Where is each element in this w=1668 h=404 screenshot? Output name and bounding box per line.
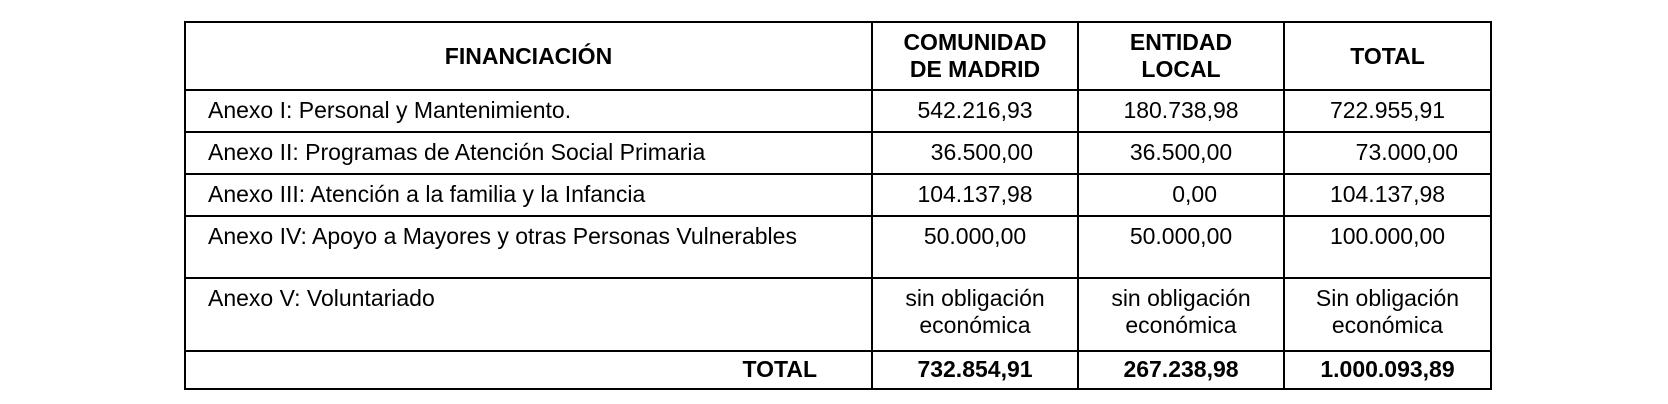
cell-comunidad: 104.137,98 <box>872 174 1078 216</box>
header-comunidad-line1: COMUNIDAD <box>903 29 1047 55</box>
totals-entidad: 267.238,98 <box>1078 351 1284 389</box>
header-entidad-line2: LOCAL <box>1141 56 1221 82</box>
financing-table <box>184 21 1492 390</box>
cell-comunidad: 542.216,93 <box>872 90 1078 132</box>
table-row <box>185 278 1491 351</box>
cell-comunidad: 50.000,00 <box>872 216 1078 278</box>
cell-entidad: 50.000,00 <box>1078 216 1284 278</box>
header-row <box>185 22 1491 90</box>
cell-total: 100.000,00 <box>1284 216 1491 278</box>
row-label: Anexo IV: Apoyo a Mayores y otras Personas Vulnerables <box>185 216 872 278</box>
cell-entidad: sin obligación económica <box>1078 278 1284 351</box>
row-label: Anexo III: Atención a la familia y la Infancia <box>185 174 872 216</box>
cell-total: 722.955,91 <box>1284 90 1491 132</box>
header-comunidad <box>872 22 1078 90</box>
table-row <box>185 132 1491 174</box>
cell-entidad: 36.500,00 <box>1078 132 1284 174</box>
cell-total: 73.000,00 <box>1284 132 1491 174</box>
header-financiacion: FINANCIACIÓN <box>185 22 872 90</box>
totals-row <box>185 351 1491 389</box>
cell-total: Sin obligación económica <box>1284 278 1491 351</box>
cell-total: 104.137,98 <box>1284 174 1491 216</box>
row-label: Anexo II: Programas de Atención Social Primaria <box>185 132 872 174</box>
row-label: Anexo I: Personal y Mantenimiento. <box>185 90 872 132</box>
header-total: TOTAL <box>1284 22 1491 90</box>
cell-entidad: 180.738,98 <box>1078 90 1284 132</box>
totals-total: 1.000.093,89 <box>1284 351 1491 389</box>
row-label: Anexo V: Voluntariado <box>185 278 872 351</box>
table-row <box>185 174 1491 216</box>
totals-label: TOTAL <box>185 351 872 389</box>
header-comunidad-line2: DE MADRID <box>909 56 1041 82</box>
table-row <box>185 90 1491 132</box>
header-entidad-line1: ENTIDAD <box>1129 29 1233 55</box>
header-entidad <box>1078 22 1284 90</box>
table-row <box>185 216 1491 278</box>
totals-comunidad: 732.854,91 <box>872 351 1078 389</box>
cell-comunidad: 36.500,00 <box>872 132 1078 174</box>
cell-comunidad: sin obligación económica <box>872 278 1078 351</box>
cell-entidad: 0,00 <box>1078 174 1284 216</box>
